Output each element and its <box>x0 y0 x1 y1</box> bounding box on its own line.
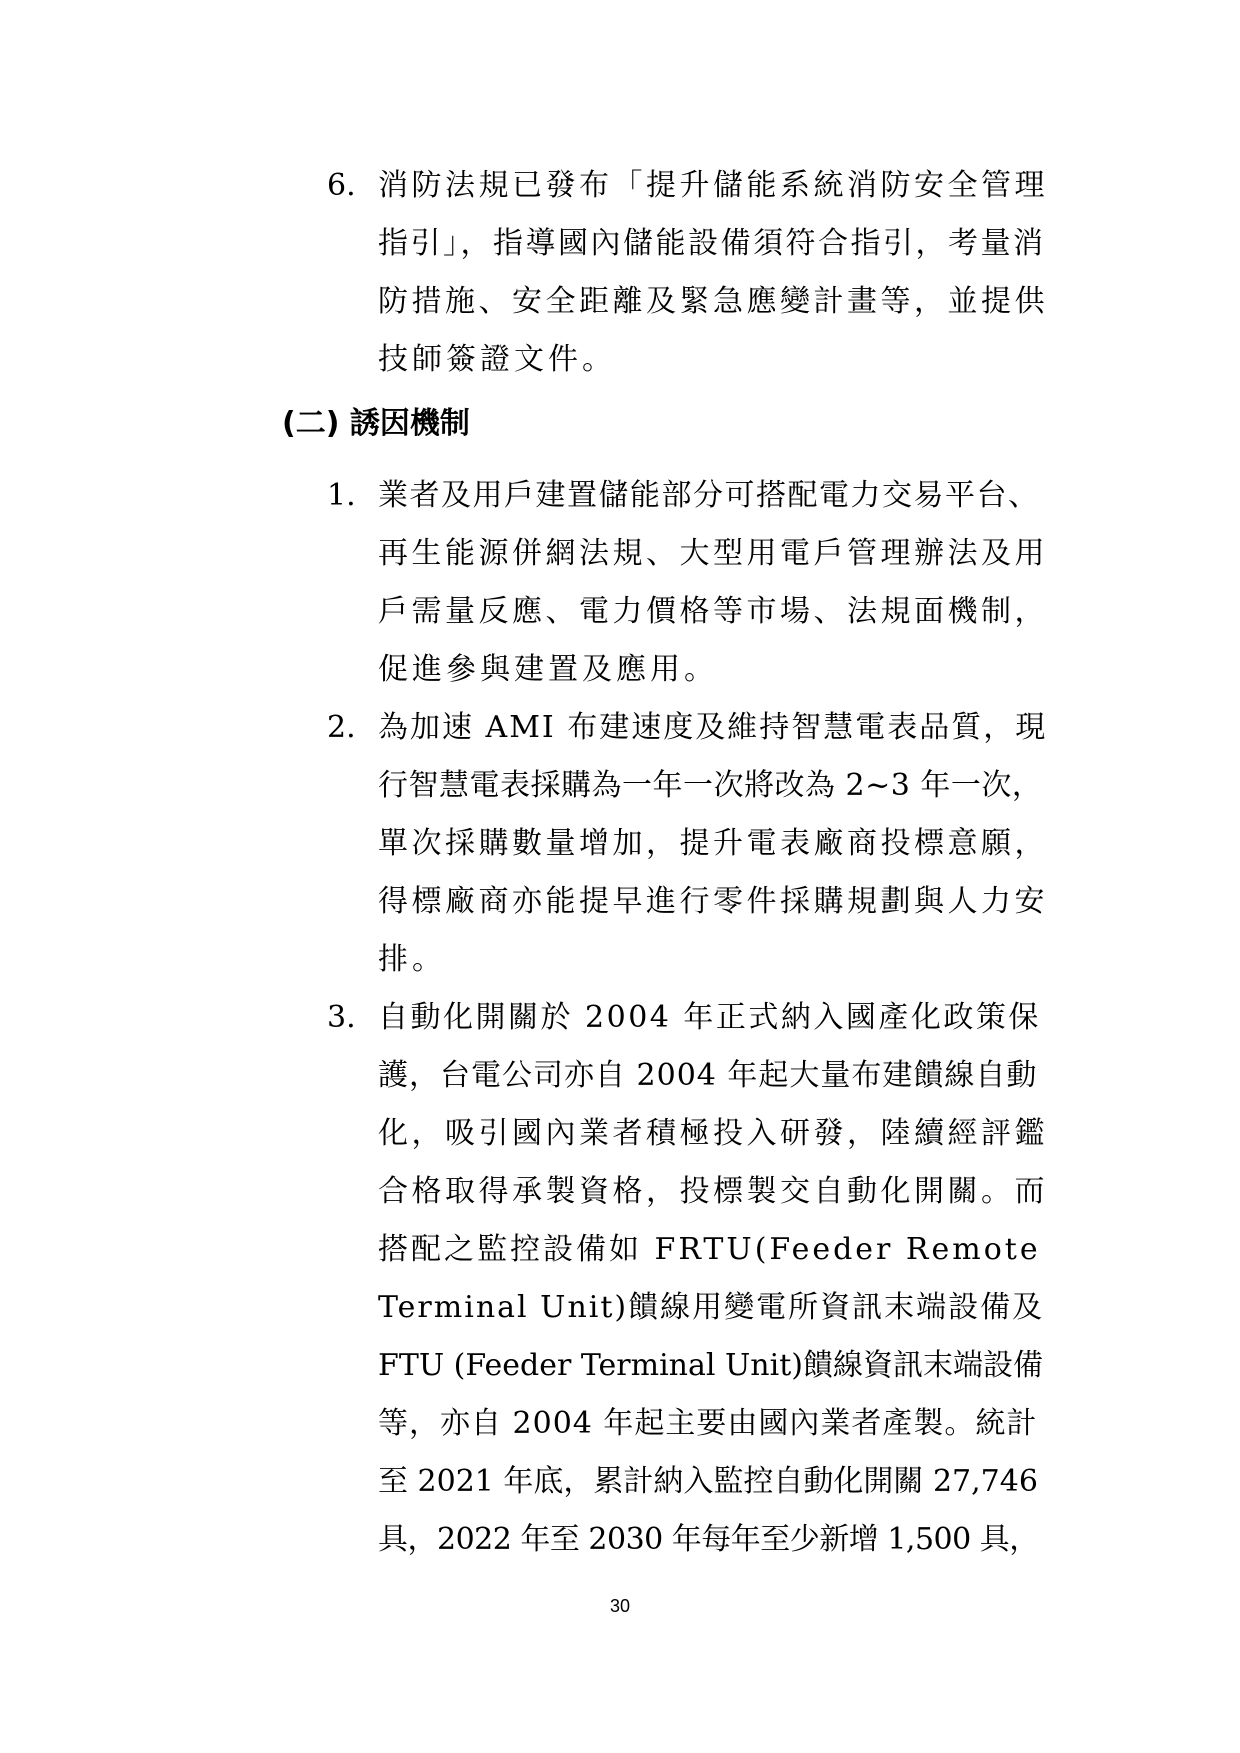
paragraph-line: 自動化開關於 2004 年正式納入國產化政策保 <box>378 1000 1041 1035</box>
list-number-6: 6. <box>327 168 356 203</box>
paragraph-line: 得標廠商亦能提早進行零件採購規劃與人力安 <box>378 884 1048 919</box>
paragraph-line: 指引」，指導國內儲能設備須符合指引，考量消 <box>378 226 1046 261</box>
paragraph-line: 合格取得承製資格，投標製交自動化開關。而 <box>378 1174 1048 1209</box>
section-heading: (二) 誘因機制 <box>282 406 470 441</box>
paragraph-line: 再生能源併網法規、大型用電戶管理辦法及用 <box>378 536 1048 571</box>
paragraph-line: FTU (Feeder Terminal Unit)饋線資訊末端設備 <box>378 1348 1043 1383</box>
paragraph-line: Terminal Unit)饋線用變電所資訊末端設備及 <box>378 1290 1045 1325</box>
page-number: 30 <box>609 1596 631 1616</box>
paragraph-line: 化，吸引國內業者積極投入研發，陸續經評鑑 <box>378 1116 1048 1151</box>
paragraph-line: 防措施、安全距離及緊急應變計畫等，並提供 <box>378 284 1048 319</box>
paragraph-line: 戶需量反應、電力價格等市場、法規面機制， <box>378 594 1048 629</box>
paragraph-line: 至 2021 年底，累計納入監控自動化開關 27,746 <box>378 1464 1038 1499</box>
paragraph-line: 促進參與建置及應用。 <box>378 652 718 687</box>
list-number-2: 2. <box>327 710 356 745</box>
paragraph-line: 具，2022 年至 2030 年每年至少新增 1,500 具， <box>378 1522 1039 1557</box>
paragraph-line: 等，亦自 2004 年起主要由國內業者產製。統計 <box>378 1406 1038 1441</box>
paragraph-line: 護，台電公司亦自 2004 年起大量布建饋線自動 <box>378 1058 1038 1093</box>
paragraph-line: 單次採購數量增加，提升電表廠商投標意願， <box>378 826 1048 861</box>
paragraph-line: 技師簽證文件。 <box>378 342 616 377</box>
list-number-3: 3. <box>327 1000 356 1035</box>
paragraph-line: 搭配之監控設備如 FRTU(Feeder Remote <box>378 1232 1041 1267</box>
paragraph-line: 行智慧電表採購為一年一次將改為 2~3 年一次， <box>378 768 1043 803</box>
paragraph-line: 為加速 AMI 布建速度及維持智慧電表品質，現 <box>378 710 1048 745</box>
paragraph-line: 業者及用戶建置儲能部分可搭配電力交易平台、 <box>378 478 1040 513</box>
paragraph-line: 排。 <box>378 942 446 977</box>
list-number-1: 1. <box>327 478 356 513</box>
paragraph-line: 消防法規已發布「提升儲能系統消防安全管理 <box>378 168 1048 203</box>
